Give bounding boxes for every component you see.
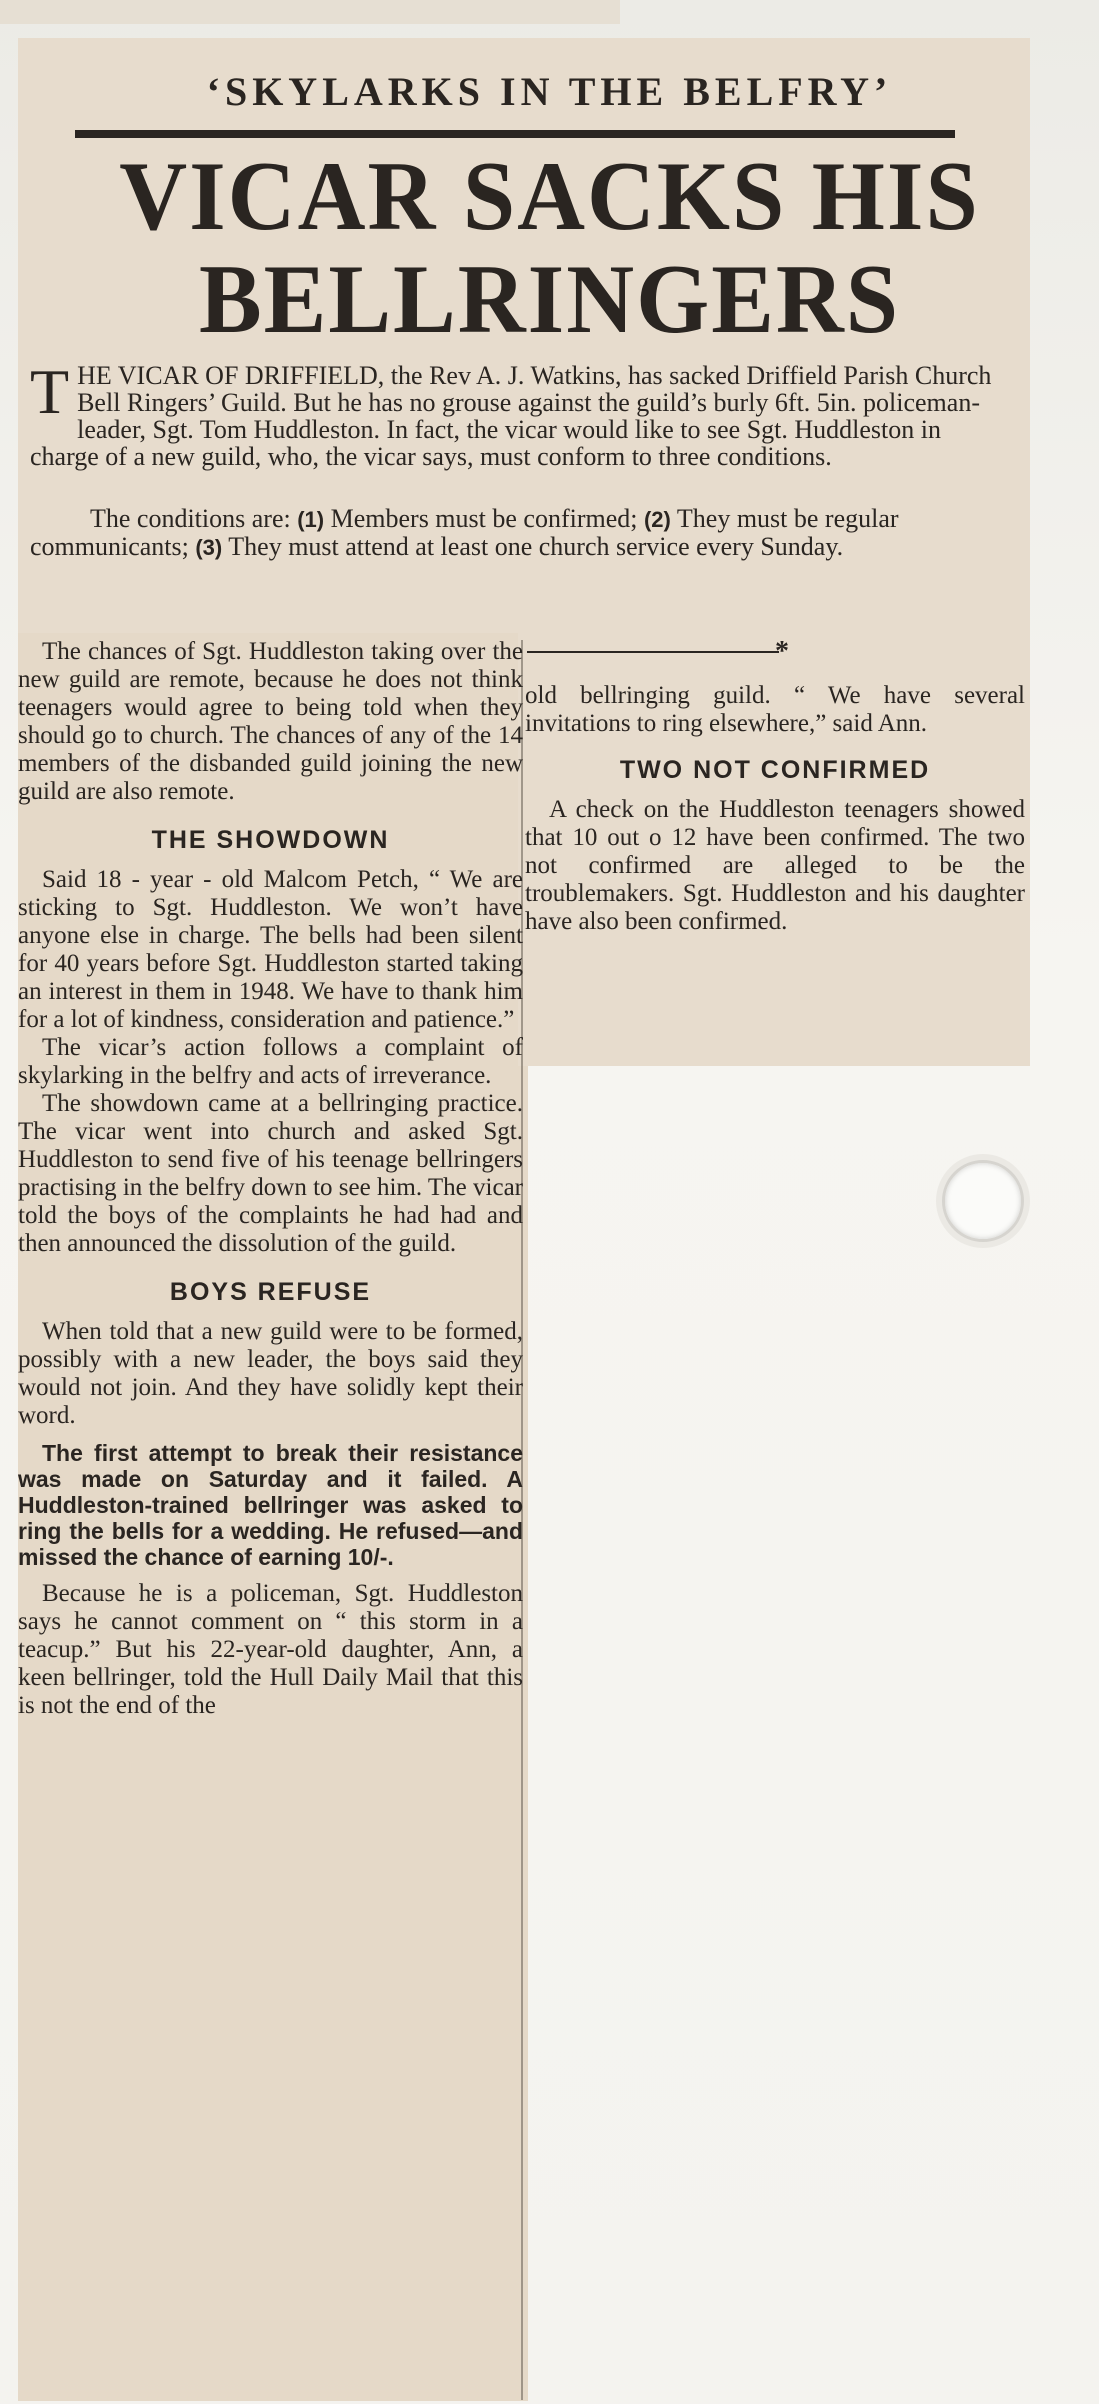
body-paragraph: old bellringing guild. “ We have several invitations to ring elsewhere,” said Ann. [525, 682, 1025, 737]
lead-paragraph [30, 356, 1005, 471]
conditions-intro: The conditions are: [90, 504, 291, 533]
left-column [18, 638, 523, 1720]
conditions-paragraph [30, 505, 1005, 561]
subhead-boys-refuse: BOYS REFUSE [169, 1278, 372, 1306]
condition-1-text: Members must be confirmed; [330, 504, 638, 533]
condition-3-text: They must attend at least one church service every Sunday. [228, 532, 844, 561]
kicker: ‘SKYLARKS IN THE BELFRY’ [206, 69, 893, 114]
lead-text: HE VICAR OF DRIFFIELD, the Rev A. J. Watkins, has sacked Driffield Parish Church Bell Ringers’ Guild. But he has no grouse against the guild’s burly 6ft. 5in. policeman-leader, Sgt. Tom Huddleston. In fact, the vicar would like to see Sgt. Huddleston in charge of a new guild, who, the vicar says, must conform to three conditions. [30, 361, 992, 471]
punched-hole [942, 1160, 1024, 1242]
headline-line-2: BELLRINGERS [198, 244, 901, 355]
condition-3-number: (3) [195, 535, 223, 560]
condition-2-number: (2) [643, 507, 671, 532]
subhead-showdown: THE SHOWDOWN [151, 826, 390, 854]
body-paragraph: The showdown came at a bellringing practice. The vicar went into church and asked Sgt. Huddleston to send five of his teenage bellringers practising in the belfry down to see him. The vicar told the boys of the complaints he had had and then announced the dissolution of the guild. [18, 1090, 523, 1257]
kicker-rule [75, 130, 955, 138]
torn-paper-edge [0, 0, 620, 24]
bold-paragraph-text: The first attempt to break their resistance was made on Saturday and it failed. A Huddleston-trained bellringer was asked to ring the bells for a wedding. He refused—and missed the chance of earning 10/-. [18, 1440, 523, 1570]
body-paragraph: Said 18 - year - old Malcom Petch, “ We are sticking to Sgt. Huddleston. We won’t have anyone else in charge. The bells had been silent for 40 years before Sgt. Huddleston started taking an interest in them in 1948. We have to thank him for a lot of kindness, consideration and patience.” [18, 866, 523, 1033]
body-paragraph: A check on the Huddleston teenagers showed that 10 out o 12 have been confirmed. The two not confirmed are alleged to be the troublemakers. Sgt. Huddleston and his daughter have also been confirmed. [525, 796, 1025, 935]
right-column [525, 682, 1025, 936]
headline [0, 141, 1099, 355]
body-paragraph: When told that a new guild were to be formed, possibly with a new leader, the boys said they would not join. And they have solidly kept their word. [18, 1318, 523, 1429]
headline-line-1: VICAR SACKS HIS [119, 141, 980, 252]
body-paragraph: The vicar’s action follows a complaint of skylarking in the belfry and acts of irreverance. [18, 1034, 523, 1089]
star-ornament: * [775, 636, 789, 667]
bold-paragraph [18, 1440, 523, 1570]
section-divider-line [527, 651, 779, 653]
body-paragraph: Because he is a policeman, Sgt. Huddleston says he cannot comment on “ this storm in a teacup.” But his 22-year-old daughter, Ann, a keen bellringer, told the Hull Daily Mail that this is not the end of the [18, 1580, 523, 1719]
condition-2-text: They must be regular communicants; [30, 504, 899, 561]
body-paragraph: The chances of Sgt. Huddleston taking over the new guild are remote, because he does not think teenagers would agree to being told when they should go to church. The chances of any of the 14 members of the disbanded guild joining the new guild are also remote. [18, 638, 523, 805]
drop-cap: T [30, 356, 70, 427]
subhead-two-not-confirmed: TWO NOT CONFIRMED [619, 756, 931, 784]
condition-1-number: (1) [297, 507, 325, 532]
